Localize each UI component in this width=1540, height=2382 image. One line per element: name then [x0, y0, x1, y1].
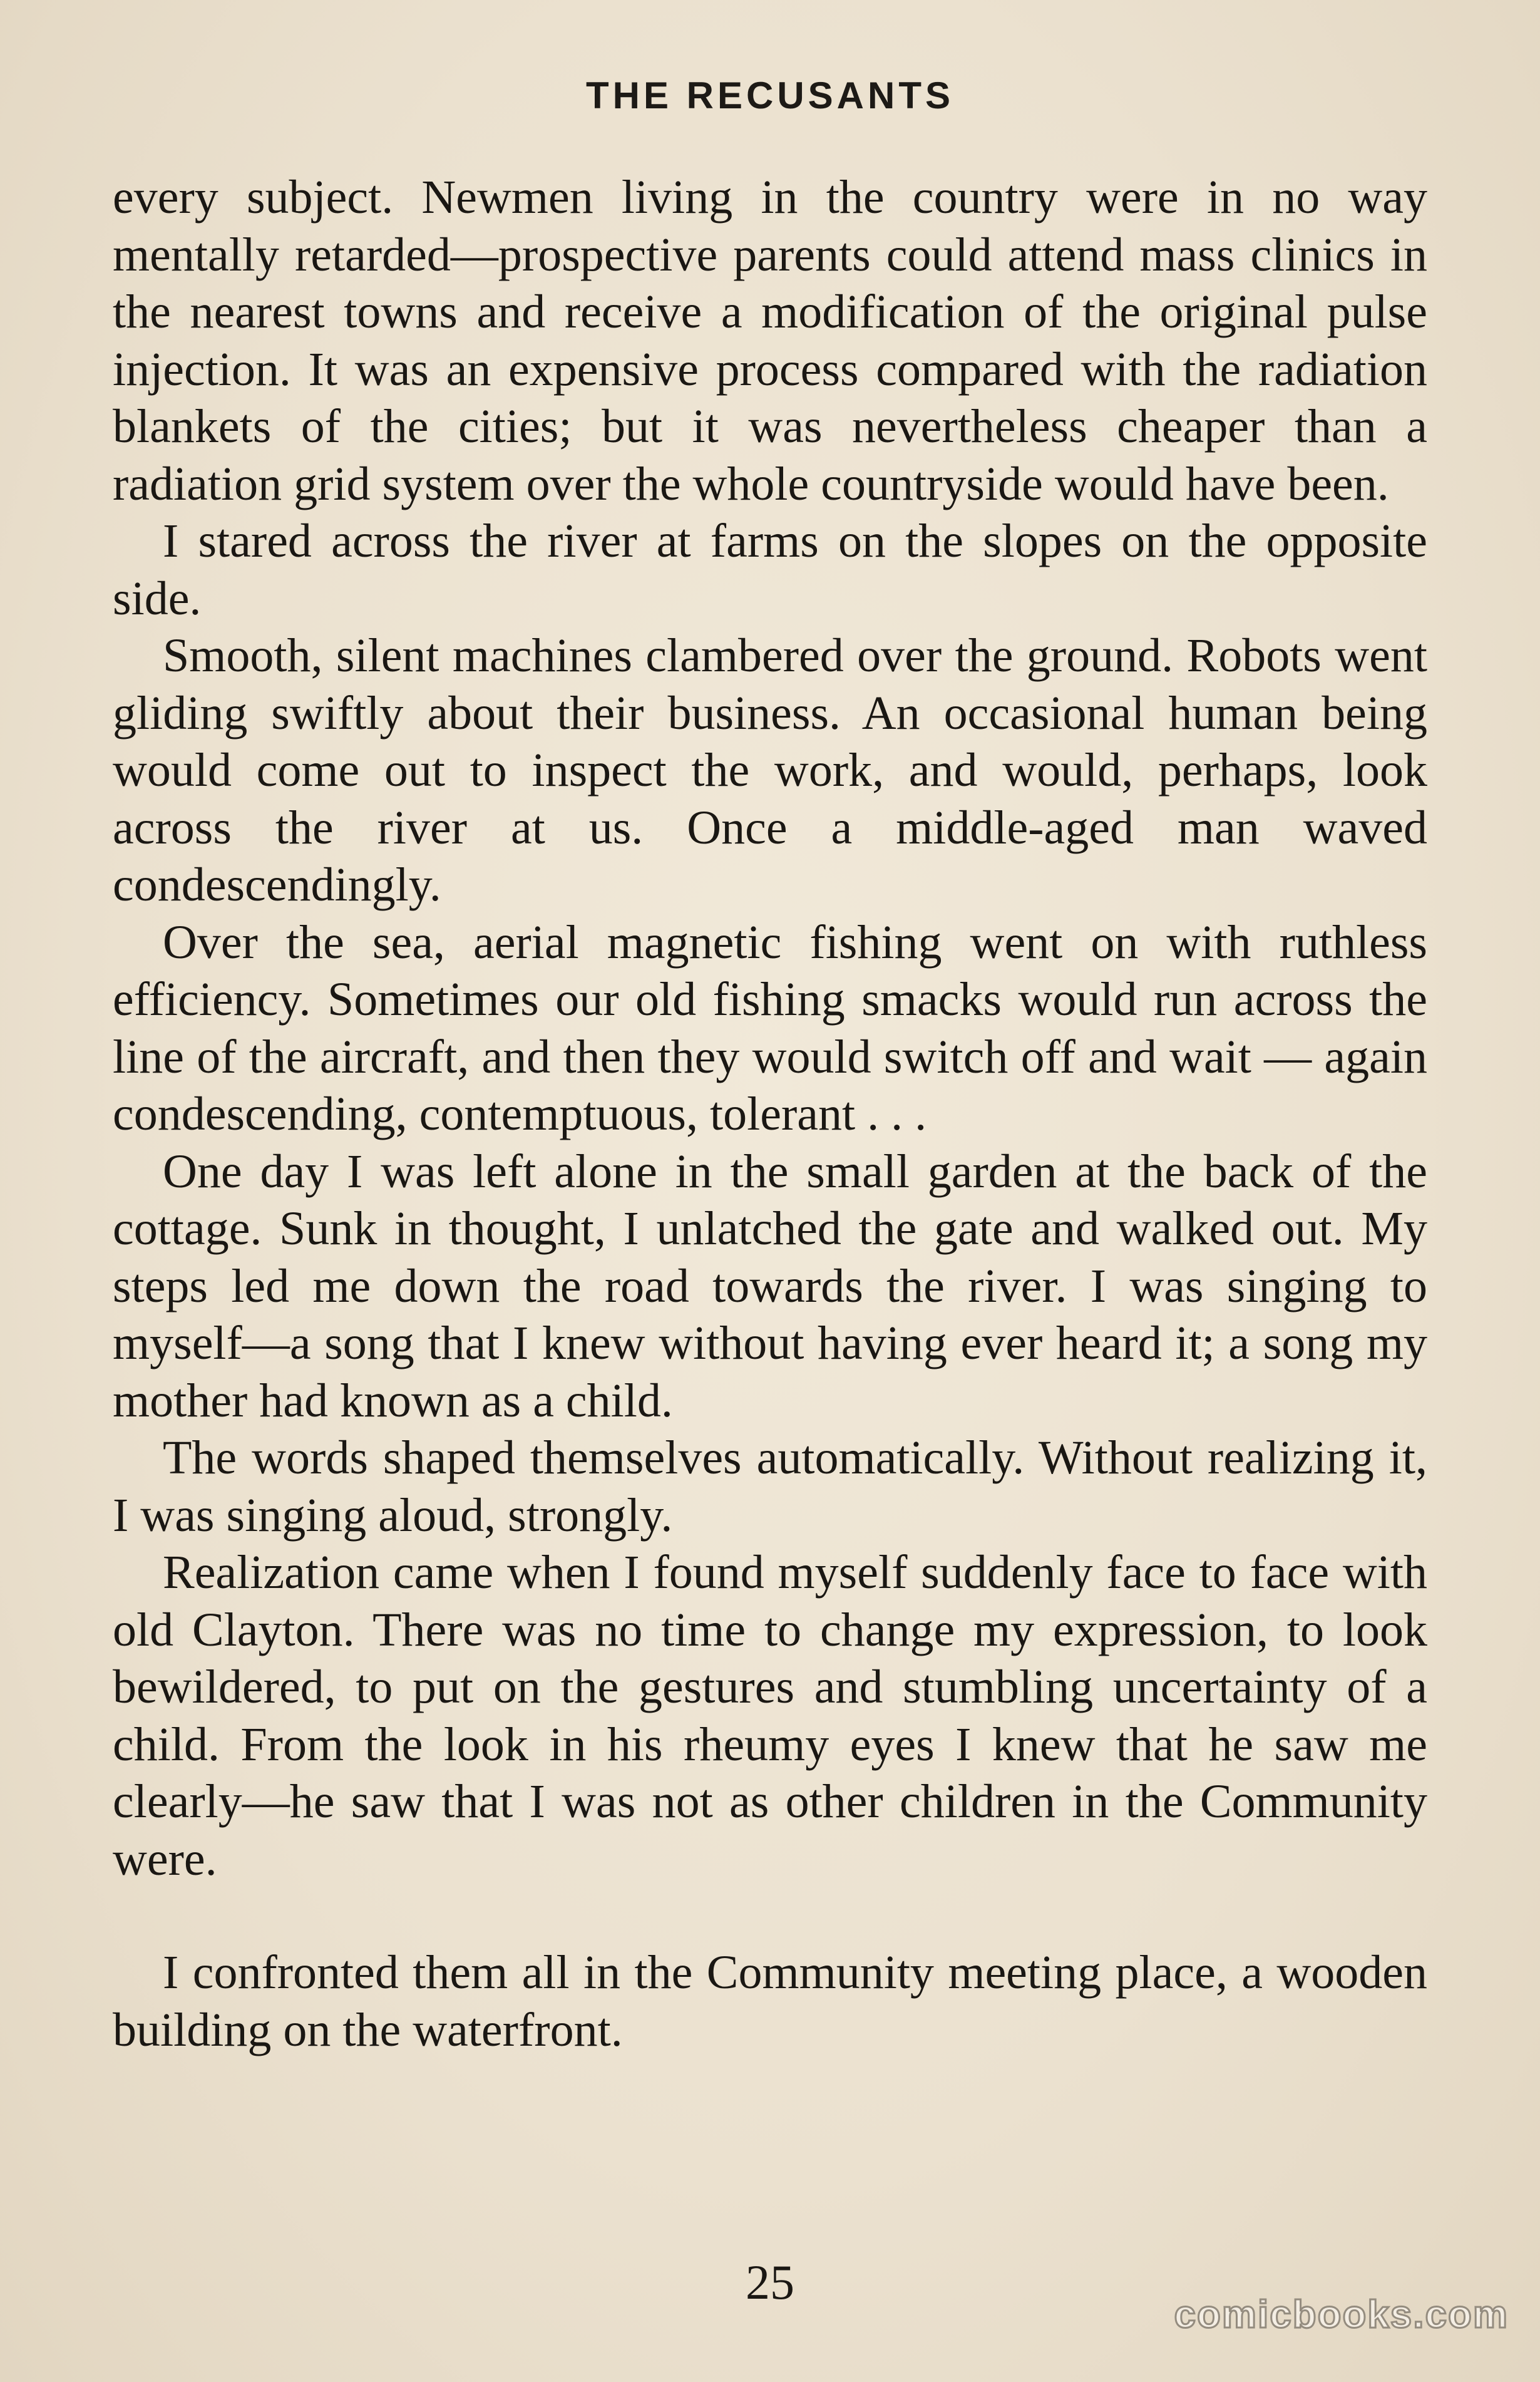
page-number: 25 [746, 2255, 794, 2309]
paragraph: Smooth, silent machines clambered over the ground. Robots went gliding swiftly about their business. An occasional human being would come out to inspect the work, and would, perhaps, look across the river at us. Once a middle-aged man waved condescendingly. [113, 629, 1427, 911]
paragraph: The words shaped themselves automatically. Without realizing it, I was singing aloud, strongly. [113, 1431, 1427, 1542]
body-text [113, 169, 1427, 2059]
running-head: THE RECUSANTS [585, 75, 955, 116]
paragraph: Realization came when I found myself suddenly face to face with old Clayton. There was no time to change my expression, to look bewildered, to put on the gestures and stumbling uncertainty of a child. From the look in his rheumy eyes I knew that he saw me clearly—he saw that I was not as other children in the Community were. [113, 1546, 1427, 1885]
paragraph: I confronted them all in the Community meeting place, a wooden building on the waterfront. [113, 1946, 1427, 2056]
paragraph: One day I was left alone in the small garden at the back of the cottage. Sunk in thought, I unlatched the gate and walked out. My steps led me down the road towards the river. I was singing to myself—a song that I knew without having ever heard it; a song my mother had known as a child. [113, 1145, 1427, 1427]
paragraph: every subject. Newmen living in the country were in no way mentally retarded—prospective parents could attend mass clinics in the nearest towns and receive a modification of the original pulse injection. It was an expensive process compared with the radiation blankets of the cities; but it was nevertheless cheaper than a radiation grid system over the whole countryside would have been. [113, 171, 1427, 510]
paragraph: I stared across the river at farms on the slopes on the opposite side. [113, 515, 1427, 625]
watermark-logo: comicbooks.com [1174, 2293, 1509, 2336]
paragraph: Over the sea, aerial magnetic fishing went on with ruthless efficiency. Sometimes our old fishing smacks would run across the line of the aircraft, and then they would switch off and wait — again condescending, contemptuous, tolerant . . . [113, 915, 1427, 1140]
